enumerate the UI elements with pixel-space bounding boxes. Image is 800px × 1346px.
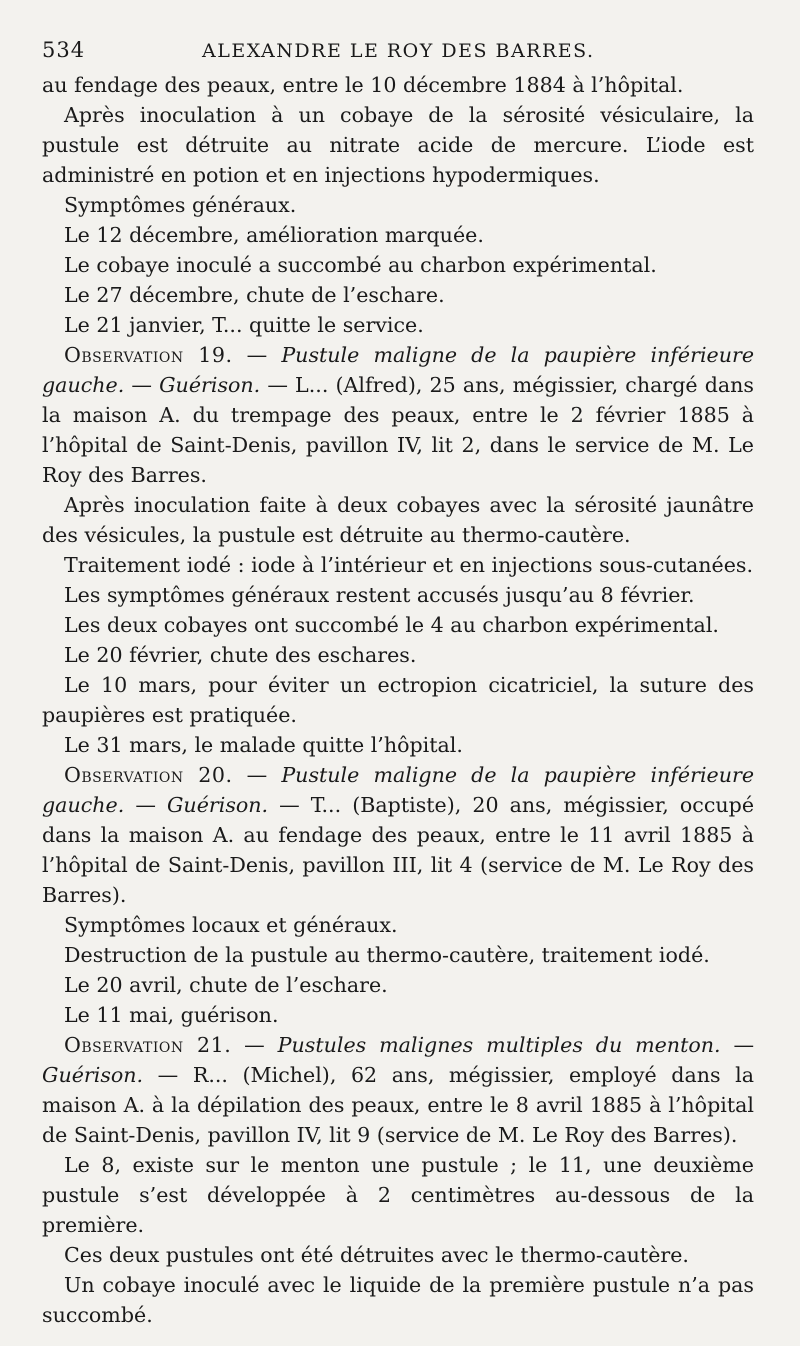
paragraph: Le cobaye inoculé a succombé au charbon expérimental.: [64, 253, 657, 277]
paragraph: Le 20 février, chute des eschares.: [64, 643, 417, 667]
observation-paragraph: [42, 340, 754, 490]
observation-label: Observation 20.: [64, 763, 233, 787]
running-title: ALEXANDRE LE ROY DES BARRES.: [202, 40, 595, 62]
observation-outcome: Guérison.: [42, 1063, 144, 1087]
separator: —: [231, 1033, 278, 1057]
body-text: [42, 70, 754, 1330]
paragraph: Le 20 avril, chute de l’eschare.: [64, 973, 388, 997]
paragraph: Destruction de la pustule au thermo-cautère, traitement iodé.: [64, 943, 710, 967]
observation-body: — R... (Michel), 62 ans, mégissier, employé dans la maison A. à la dépilation des peaux, entre le 8 avril 1885 à l’hôpital de Saint-Denis, pavillon IV, lit 9 (service de M. Le Roy des Barres).: [42, 1063, 754, 1147]
running-header: [42, 38, 754, 62]
paragraph: Le 27 décembre, chute de l’eschare.: [64, 283, 445, 307]
observation-outcome: Guérison.: [166, 793, 269, 817]
observation-outcome: Guérison.: [159, 373, 261, 397]
paragraph: Traitement iodé : iode à l’intérieur et en injections sous-cutanées.: [64, 553, 753, 577]
paragraph: Le 11 mai, guérison.: [64, 1003, 279, 1027]
paragraph: Symptômes généraux.: [64, 193, 297, 217]
paragraph: Les symptômes généraux restent accusés jusqu’au 8 février.: [64, 583, 695, 607]
paragraph: Le 8, existe sur le menton une pustule ; le 11, une deuxième pustule s’est développée à 2 centimètres au-dessous de la première.: [42, 1153, 754, 1237]
separator: —: [232, 763, 282, 787]
paragraph: Le 31 mars, le malade quitte l’hôpital.: [64, 733, 463, 757]
paragraph: Les deux cobayes ont succombé le 4 au charbon expérimental.: [64, 613, 719, 637]
separator: —: [124, 373, 160, 397]
paragraph: au fendage des peaux, entre le 10 décembre 1884 à l’hôpital.: [42, 73, 684, 97]
observation-paragraph: [42, 1030, 754, 1150]
observation-body: — L... (Alfred), 25 ans, mégissier, chargé dans la maison A. du trempage des peaux, entre le 2 février 1885 à l’hôpital de Saint-Denis, pavillon IV, lit 2, dans le service de M. Le Roy des Barres.: [42, 373, 754, 487]
observation-paragraph: [42, 760, 754, 910]
paragraph: Le 12 décembre, amélioration marquée.: [64, 223, 484, 247]
paragraph: Le 10 mars, pour éviter un ectropion cicatriciel, la suture des paupières est pratiquée.: [42, 673, 754, 727]
page-number: 534: [42, 38, 86, 62]
paragraph: Un cobaye inoculé avec le liquide de la première pustule n’a pas succombé.: [42, 1273, 754, 1327]
observation-label: Observation 21.: [64, 1033, 232, 1057]
paragraph: Ces deux pustules ont été détruites avec le thermo-cautère.: [64, 1243, 689, 1267]
paragraph: Après inoculation à un cobaye de la sérosité vésiculaire, la pustule est détruite au nitrate acide de mercure. L’iode est administré en potion et en injections hypodermiques.: [42, 103, 754, 187]
separator: —: [232, 343, 282, 367]
paragraph: Symptômes locaux et généraux.: [64, 913, 398, 937]
observation-label: Observation 19.: [64, 343, 233, 367]
separator: —: [720, 1033, 755, 1057]
paragraph: Après inoculation faite à deux cobayes avec la sérosité jaunâtre des vésicules, la pustule est détruite au thermo-cautère.: [42, 493, 754, 547]
separator: —: [124, 793, 167, 817]
observation-title: Pustules malignes multiples du menton.: [277, 1033, 721, 1057]
observation-title: Pustule maligne de la paupière inférieure gauche.: [42, 763, 755, 817]
paragraph: Le 21 janvier, T... quitte le service.: [64, 313, 424, 337]
observation-body: — T... (Baptiste), 20 ans, mégissier, occupé dans la maison A. au fendage des peaux, entre le 11 avril 1885 à l’hôpital de Saint-Denis, pavillon III, lit 4 (service de M. Le Roy des Barres).: [42, 793, 755, 907]
observation-title: Pustule maligne de la paupière inférieure gauche.: [42, 343, 755, 397]
